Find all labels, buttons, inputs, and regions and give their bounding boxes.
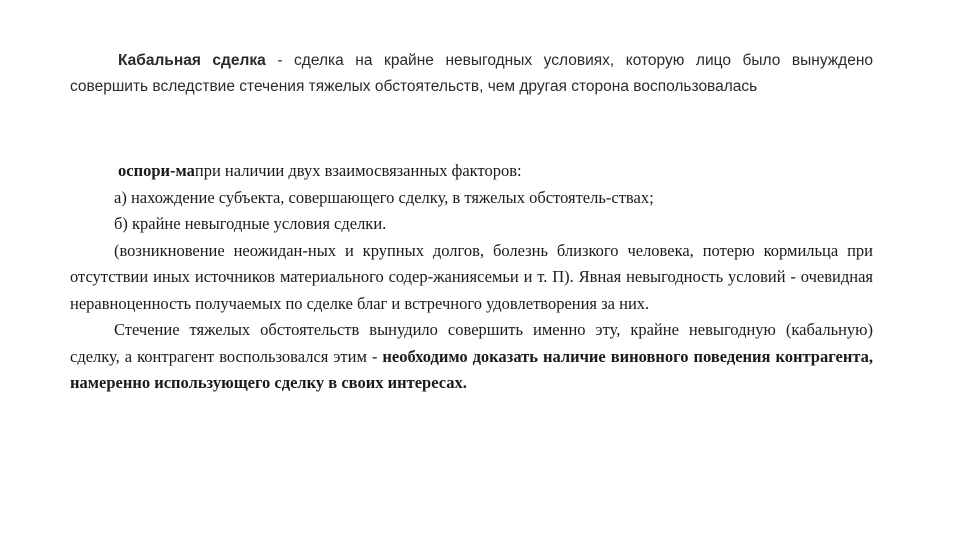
definition-block <box>70 48 873 100</box>
example-paragraph: (возникновение неожидан-ных и крупных долгов, болезнь близкого человека, потерю кормильца при отсутствии иных источников материального содер-жаниясемьи и т. П). Явная невыгодность условий - очевидная неравноценность получаемых по сделке благ и встречного удовлетворения за них. <box>70 240 873 313</box>
definition-term: Кабальная сделка <box>118 52 266 69</box>
item-b: б) крайне невыгодные условия сделки. <box>114 214 387 233</box>
intro-text: при наличии двух взаимосвязанных факторов: <box>194 161 522 180</box>
definition-text: - сделка на крайне невыгодных условиях, которую лицо было вынуждено совершить вследствие стечения тяжелых обстоятельств, чем другая сторона воспользовалась <box>70 52 873 95</box>
intro-bold: оспори-ма <box>118 161 195 180</box>
conclusion-bold: необходимо доказать наличие виновного поведения контрагента, намеренно использующего сделку в своих интересах. <box>70 346 874 392</box>
definition-paragraph <box>70 48 873 100</box>
conditions-block <box>70 158 873 397</box>
item-a: а) нахождение субъекта, совершающего сделку, в тяжелых обстоятель-ствах; <box>114 187 654 207</box>
conclusion-paragraph <box>70 317 873 397</box>
conclusion-text: Стечение тяжелых обстоятельств вынудило совершить именно эту, крайне невыгодную (кабальную) сделку, а контрагент воспользовался этим - <box>70 320 873 366</box>
intro-paragraph <box>70 158 873 185</box>
